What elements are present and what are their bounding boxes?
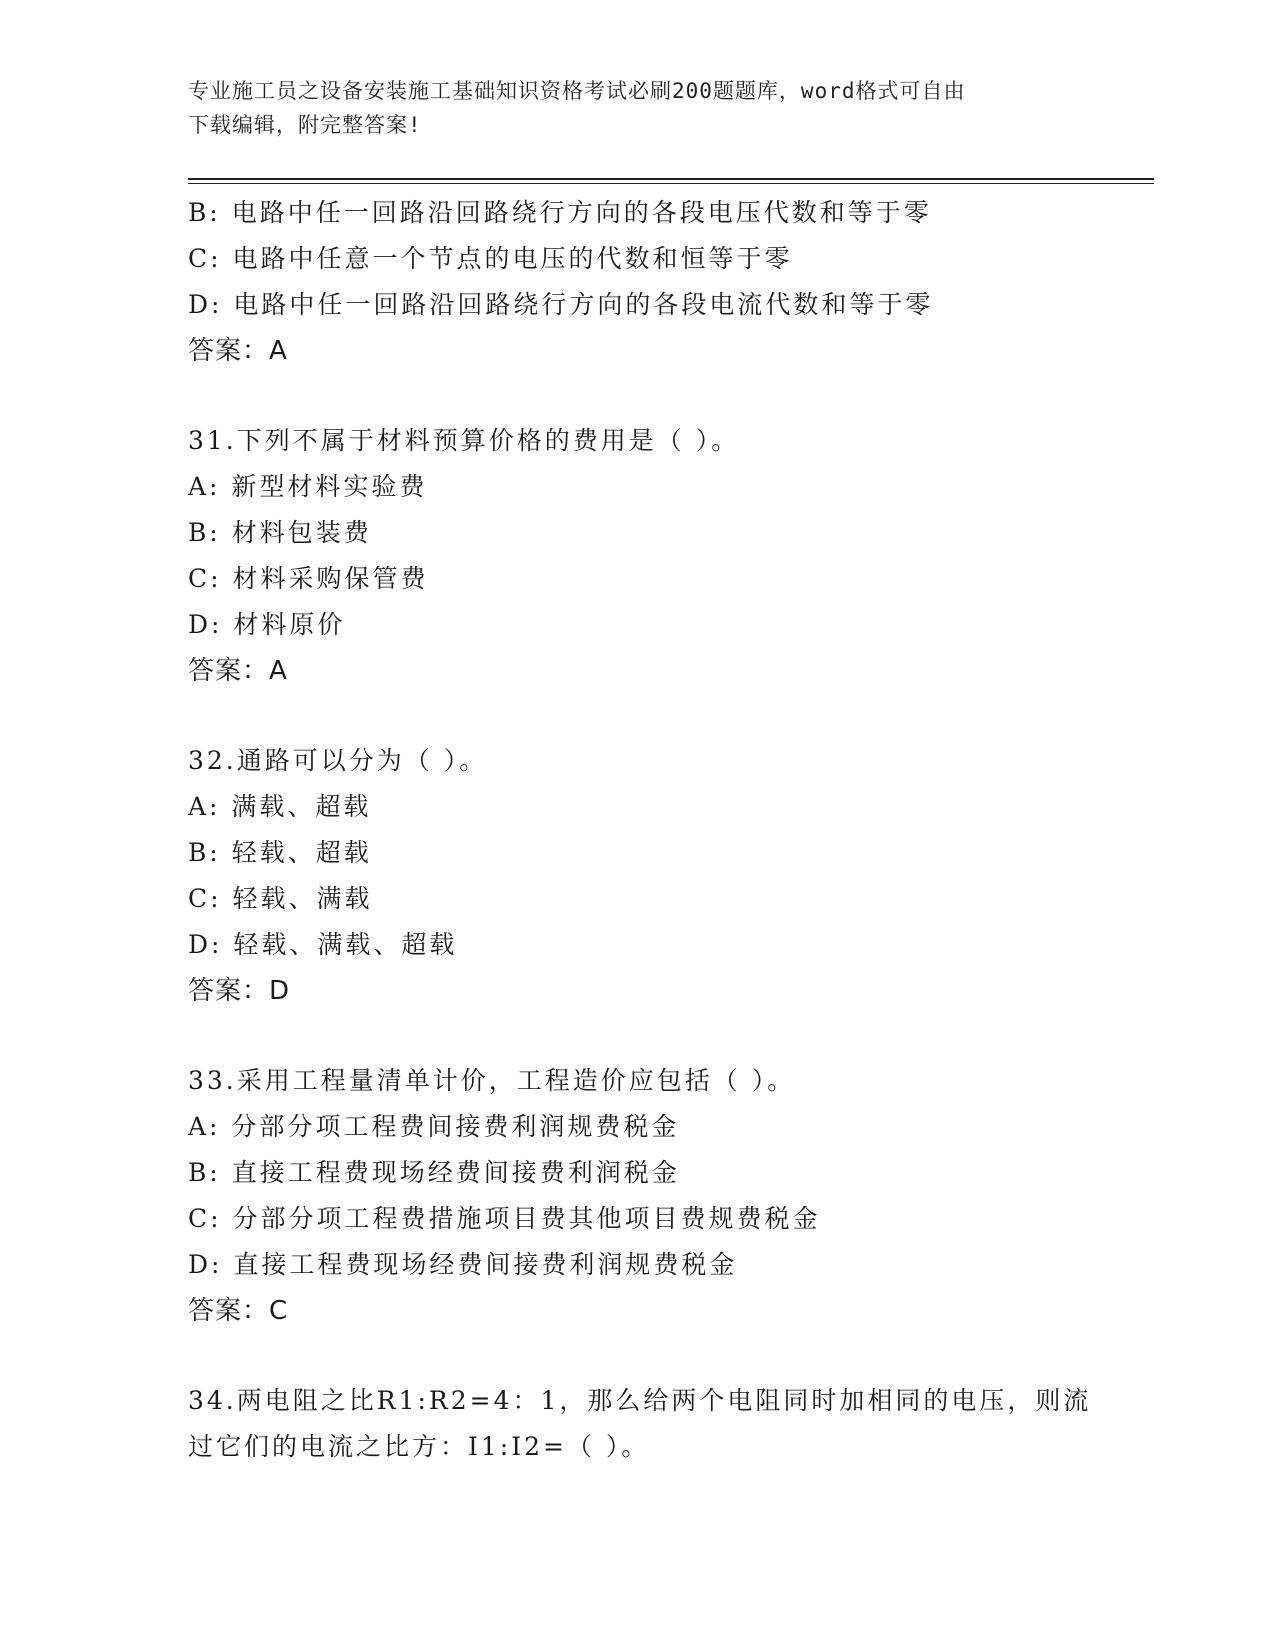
answer-line: 答案：C — [188, 1296, 289, 1326]
option-c: C: 材料采购保管费 — [188, 564, 429, 593]
question-32-block — [188, 738, 1088, 1014]
header-divider-thin — [188, 183, 1154, 184]
option-b: B: 直接工程费现场经费间接费利润税金 — [188, 1158, 680, 1187]
answer-line: 答案：A — [188, 336, 288, 366]
question-33-block — [188, 1058, 1088, 1334]
option-b: B: 轻载、超载 — [188, 838, 372, 867]
document-header — [188, 74, 1068, 142]
answer-line: 答案：D — [188, 976, 291, 1006]
option-b: B: 材料包装费 — [188, 518, 372, 547]
option-d: D: 轻载、满载、超载 — [188, 930, 458, 959]
header-divider-thick — [188, 178, 1154, 180]
option-c: C: 分部分项工程费措施项目费其他项目费规费税金 — [188, 1204, 821, 1233]
question-30-block — [188, 190, 1088, 374]
option-a: A: 分部分项工程费间接费利润规费税金 — [188, 1112, 680, 1141]
spacer — [188, 1334, 1088, 1378]
option-c: C: 电路中任意一个节点的电压的代数和恒等于零 — [188, 244, 793, 273]
option-a: A: 满载、超载 — [188, 792, 372, 821]
question-text-line-2: 过它们的电流之比方：I1:I2=（ ）。 — [188, 1432, 650, 1461]
spacer — [188, 694, 1088, 738]
option-c: C: 轻载、满载 — [188, 884, 373, 913]
option-d: D: 电路中任一回路沿回路绕行方向的各段电流代数和等于零 — [188, 290, 934, 319]
question-34-block — [188, 1378, 1092, 1470]
answer-line: 答案：A — [188, 656, 288, 686]
question-list — [188, 190, 1092, 1470]
option-d: D: 直接工程费现场经费间接费利润规费税金 — [188, 1250, 738, 1279]
question-text: 31.下列不属于材料预算价格的费用是（ ）。 — [188, 426, 740, 455]
spacer — [188, 1014, 1088, 1058]
spacer — [188, 374, 1088, 418]
question-31-block — [188, 418, 1088, 694]
option-d: D: 材料原价 — [188, 610, 346, 639]
question-text: 33.采用工程量清单计价，工程造价应包括（ ）。 — [188, 1066, 796, 1095]
option-b: B: 电路中任一回路沿回路绕行方向的各段电压代数和等于零 — [188, 198, 932, 227]
question-text-line-1: 34.两电阻之比R1:R2=4：1，那么给两个电阻同时加相同的电压，则流 — [188, 1386, 1092, 1415]
header-title-line-1: 专业施工员之设备安装施工基础知识资格考试必刷200题题库，word格式可自由 — [188, 79, 966, 103]
header-title-line-2: 下载编辑，附完整答案! — [188, 113, 422, 137]
question-text: 32.通路可以分为（ ）。 — [188, 746, 488, 775]
option-a: A: 新型材料实验费 — [188, 472, 428, 501]
